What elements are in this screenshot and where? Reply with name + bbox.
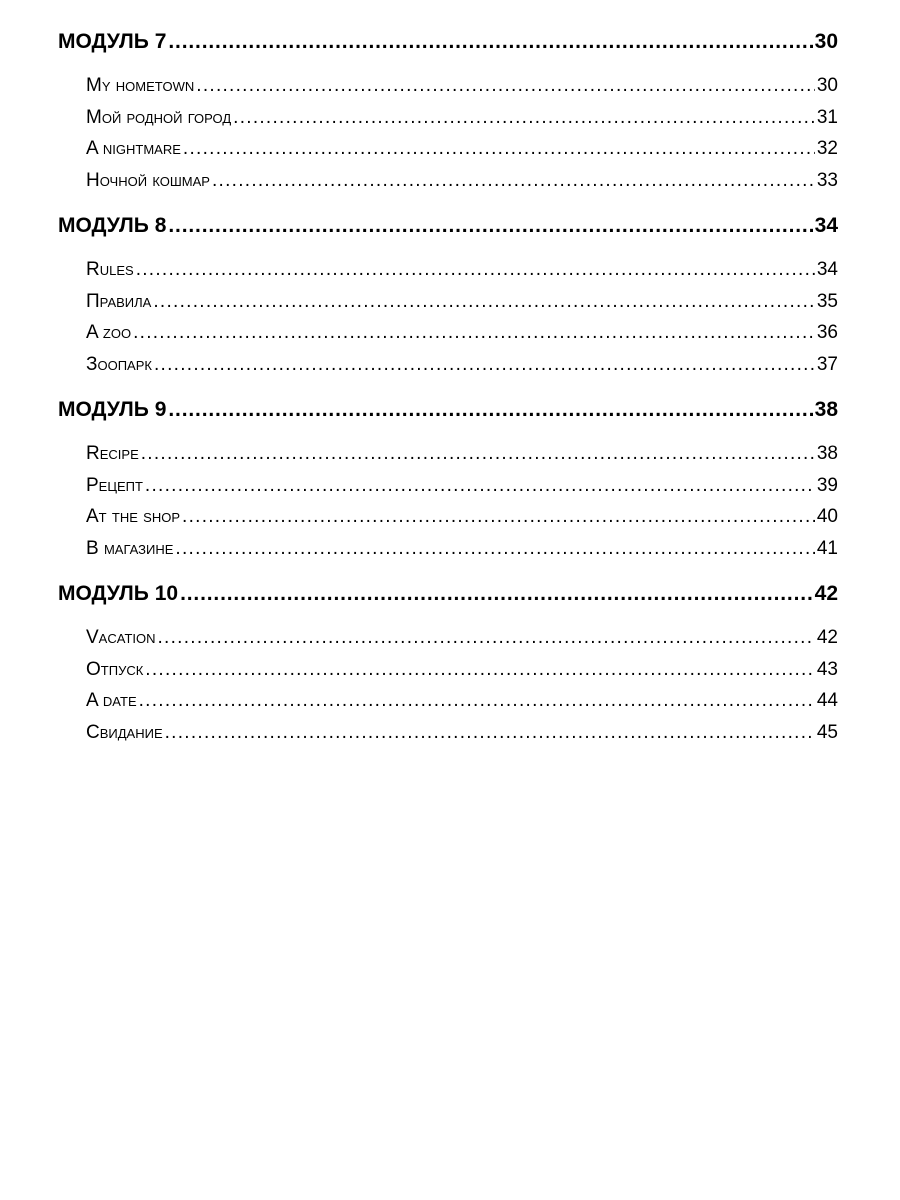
lesson-title: A date bbox=[86, 690, 137, 711]
module-title: МОДУЛЬ 10 bbox=[58, 582, 179, 605]
toc-module-entry[interactable] bbox=[58, 392, 838, 428]
dot-leader bbox=[145, 654, 815, 686]
page-number: 33 bbox=[816, 169, 838, 191]
toc-lesson-entry[interactable] bbox=[86, 533, 838, 565]
toc-lesson-entry[interactable] bbox=[86, 438, 838, 470]
dot-leader bbox=[158, 622, 815, 654]
toc-lesson-entry[interactable] bbox=[86, 654, 838, 686]
lesson-title: Свидание bbox=[86, 721, 163, 743]
lesson-title: At the shop bbox=[86, 506, 181, 527]
toc-module-10 bbox=[58, 576, 838, 748]
dot-leader bbox=[168, 208, 812, 244]
toc-lesson-entry[interactable] bbox=[86, 685, 838, 717]
page-number: 36 bbox=[816, 322, 838, 343]
page-number: 38 bbox=[814, 398, 838, 421]
lesson-title: Правила bbox=[86, 290, 152, 312]
lesson-title: Recipe bbox=[86, 443, 139, 464]
page-number: 30 bbox=[816, 75, 838, 96]
page-number: 35 bbox=[816, 290, 838, 312]
dot-leader bbox=[233, 102, 815, 134]
lesson-title: A nightmare bbox=[86, 138, 181, 159]
page-number: 38 bbox=[816, 443, 838, 464]
toc-module-9 bbox=[58, 392, 838, 564]
toc-lesson-entry[interactable] bbox=[86, 133, 838, 165]
page-number: 31 bbox=[816, 106, 838, 128]
dot-leader bbox=[168, 392, 812, 428]
toc-module-entry[interactable] bbox=[58, 24, 838, 60]
dot-leader bbox=[154, 349, 815, 381]
lesson-list bbox=[58, 70, 838, 196]
toc-lesson-entry[interactable] bbox=[86, 102, 838, 134]
page-number: 39 bbox=[816, 474, 838, 496]
dot-leader bbox=[139, 685, 815, 717]
dot-leader bbox=[165, 717, 815, 749]
page-number: 44 bbox=[816, 690, 838, 711]
lesson-list bbox=[58, 622, 838, 748]
toc-module-8 bbox=[58, 208, 838, 380]
page-number: 43 bbox=[816, 658, 838, 680]
lesson-list bbox=[58, 438, 838, 564]
toc-lesson-entry[interactable] bbox=[86, 286, 838, 318]
toc-lesson-entry[interactable] bbox=[86, 501, 838, 533]
page-number: 32 bbox=[816, 138, 838, 159]
dot-leader bbox=[168, 24, 812, 60]
toc-lesson-entry[interactable] bbox=[86, 622, 838, 654]
toc-lesson-entry[interactable] bbox=[86, 70, 838, 102]
module-title: МОДУЛЬ 7 bbox=[58, 30, 167, 53]
lesson-title: В магазине bbox=[86, 537, 174, 559]
dot-leader bbox=[182, 501, 815, 533]
toc-lesson-entry[interactable] bbox=[86, 717, 838, 749]
toc-module-7 bbox=[58, 24, 838, 196]
toc-lesson-entry[interactable] bbox=[86, 254, 838, 286]
lesson-title: Зоопарк bbox=[86, 353, 152, 375]
dot-leader bbox=[136, 254, 815, 286]
dot-leader bbox=[175, 533, 814, 565]
table-of-contents bbox=[58, 24, 838, 760]
toc-lesson-entry[interactable] bbox=[86, 165, 838, 197]
toc-lesson-entry[interactable] bbox=[86, 317, 838, 349]
dot-leader bbox=[153, 286, 815, 318]
page-number: 30 bbox=[814, 30, 838, 53]
lesson-title: Rules bbox=[86, 259, 134, 280]
dot-leader bbox=[212, 165, 815, 197]
lesson-list bbox=[58, 254, 838, 380]
page-number: 34 bbox=[814, 214, 838, 237]
page-number: 34 bbox=[816, 259, 838, 280]
page-number: 37 bbox=[816, 353, 838, 375]
lesson-title: A zoo bbox=[86, 322, 132, 343]
page-number: 42 bbox=[814, 582, 838, 605]
toc-lesson-entry[interactable] bbox=[86, 470, 838, 502]
dot-leader bbox=[180, 576, 813, 612]
lesson-title: Vacation bbox=[86, 627, 156, 648]
lesson-title: Ночной кошмар bbox=[86, 169, 210, 191]
dot-leader bbox=[145, 470, 815, 502]
page-number: 42 bbox=[816, 627, 838, 648]
lesson-title: Мой родной город bbox=[86, 106, 232, 128]
page-number: 41 bbox=[816, 537, 838, 559]
toc-module-entry[interactable] bbox=[58, 576, 838, 612]
module-title: МОДУЛЬ 8 bbox=[58, 214, 167, 237]
dot-leader bbox=[196, 70, 815, 102]
lesson-title: My hometown bbox=[86, 75, 195, 96]
page-number: 40 bbox=[816, 506, 838, 527]
page-number: 45 bbox=[816, 721, 838, 743]
dot-leader bbox=[183, 133, 815, 165]
toc-lesson-entry[interactable] bbox=[86, 349, 838, 381]
lesson-title: Отпуск bbox=[86, 658, 144, 680]
lesson-title: Рецепт bbox=[86, 474, 143, 496]
dot-leader bbox=[141, 438, 815, 470]
toc-module-entry[interactable] bbox=[58, 208, 838, 244]
dot-leader bbox=[133, 317, 815, 349]
module-title: МОДУЛЬ 9 bbox=[58, 398, 167, 421]
